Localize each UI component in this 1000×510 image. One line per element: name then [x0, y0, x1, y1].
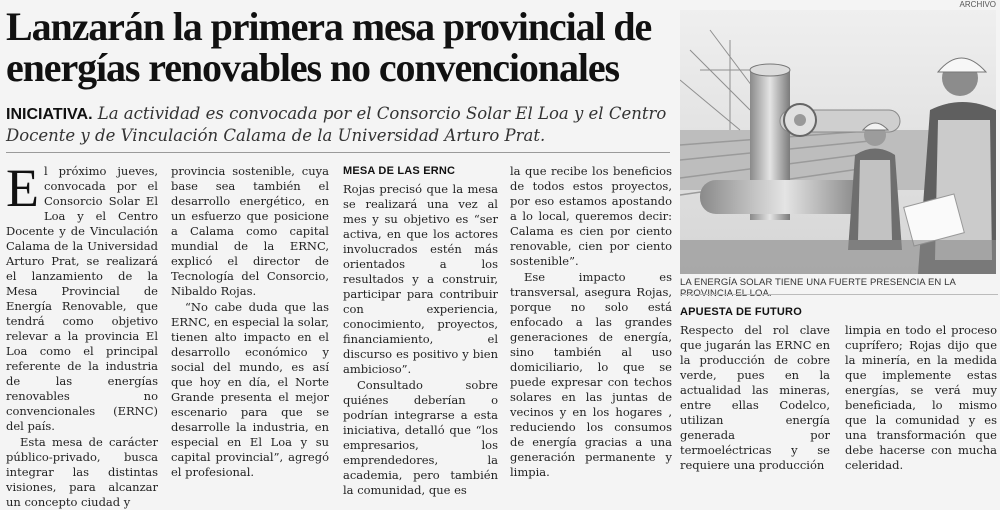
- lead-kicker: INICIATIVA.: [6, 106, 93, 123]
- subhead-apuesta-futuro: APUESTA DE FUTURO: [680, 306, 802, 318]
- article-photo: [680, 10, 996, 274]
- col4-paragraph-1: la que recibe los beneficios de todos estos proyectos, por eso estamos apostando a lo local, queremos decir: Calama es cien por ciento renovable, cien por ciento sostenible”.: [510, 164, 672, 268]
- col6-paragraph-1: limpia en todo el proceso cuprífero; Rojas dijo que la minería, en la medida que implemente estas energías, se verá muy beneficiada, lo mismo que la comunidad y es una transformación que debe hacerse con mucha celeridad.: [845, 323, 997, 472]
- drop-cap: E: [6, 158, 39, 218]
- col1-paragraph-1: l próximo jueves, convocada por el Consorcio Solar El Loa y el Centro Docente y de Vinculación Calama de la Universidad Arturo Prat, se realizará el lanzamiento de la Mesa Provincial de Energía Renovable, que tendrá como objetivo relevar a la provincia El Loa como el principal referente de la industria de las energías renovables no convencionales (ERNC) del país.: [6, 164, 158, 433]
- article-headline: Lanzarán la primera mesa provincial de energías renovables no convencionales: [6, 4, 652, 90]
- col3-paragraph-2: Consultado sobre quiénes deberían o podrían integrarse a esta iniciativa, detalló que “los empresarios, los emprendedores, la academia, pero también la comunidad, que es: [343, 378, 498, 497]
- article-column-1: [6, 158, 158, 510]
- subhead-mesa-ernc: MESA DE LAS ERNC: [343, 165, 456, 177]
- article-column-6: [845, 323, 997, 473]
- article-column-5: [680, 305, 830, 473]
- photo-credit: ARCHIVO: [959, 0, 996, 9]
- lead-text: La actividad es convocada por el Consorcio Solar El Loa y el Centro Docente y de Vinculación Calama de la Universidad Arturo Prat.: [6, 104, 667, 145]
- article-column-2: [171, 164, 329, 480]
- col1-paragraph-2: Esta mesa de carácter público-privado, busca integrar las distintas visiones, para alcanzar un concepto ciudad y: [6, 435, 158, 509]
- col5-paragraph-1: Respecto del rol clave que jugarán las ERNC en la producción de cobre verde, pues en la actualidad las mineras, entre ellas Codelco, utilizan energía generada por termoeléctricas y se requiere una producción: [680, 323, 830, 472]
- lead-divider: [6, 152, 670, 153]
- col2-paragraph-2: “No cabe duda que las ERNC, en especial la solar, tienen alto impacto en el desarrollo económico y social del mundo, es así que hoy en día, el Norte Grande presenta el mejor escenario para que se desarrolle la industria, en especial en El Loa y su capital provincial”, agregó el profesional.: [171, 300, 329, 479]
- solar-plant-illustration: [680, 10, 996, 274]
- col4-paragraph-2: Ese impacto es transversal, asegura Rojas, porque no solo está enfocado a las grandes generaciones de energía, sino también al uso domiciliario, lo que se puede expresar con techos solares en las juntas de vecinos y en los hogares , reduciendo los consumos de energía gracias a una generación permanente y limpia.: [510, 270, 672, 479]
- col2-paragraph-1: provincia sostenible, cuya base sea también el desarrollo energético, en un esfuerzo que posicione a Calama como capital mundial de la ERNC, explicó el director de Tecnología del Consorcio, Nibaldo Rojas.: [171, 164, 329, 298]
- col3-paragraph-1: Rojas precisó que la mesa se realizará una vez al mes y su objetivo es “ser activa, en que los actores involucrados estén más orientados a los resultados y a construir, participar para contribuir con experiencia, conocimiento, proyectos, financiamiento, el discurso es positivo y bien ambicioso”.: [343, 182, 498, 376]
- photo-caption: LA ENERGÍA SOLAR TIENE UNA FUERTE PRESENCIA EN LA PROVINCIA EL LOA.: [680, 277, 956, 299]
- article-lead: [6, 103, 670, 146]
- caption-divider: [680, 294, 998, 295]
- article-column-4: [510, 164, 672, 480]
- article-column-3: [343, 164, 498, 498]
